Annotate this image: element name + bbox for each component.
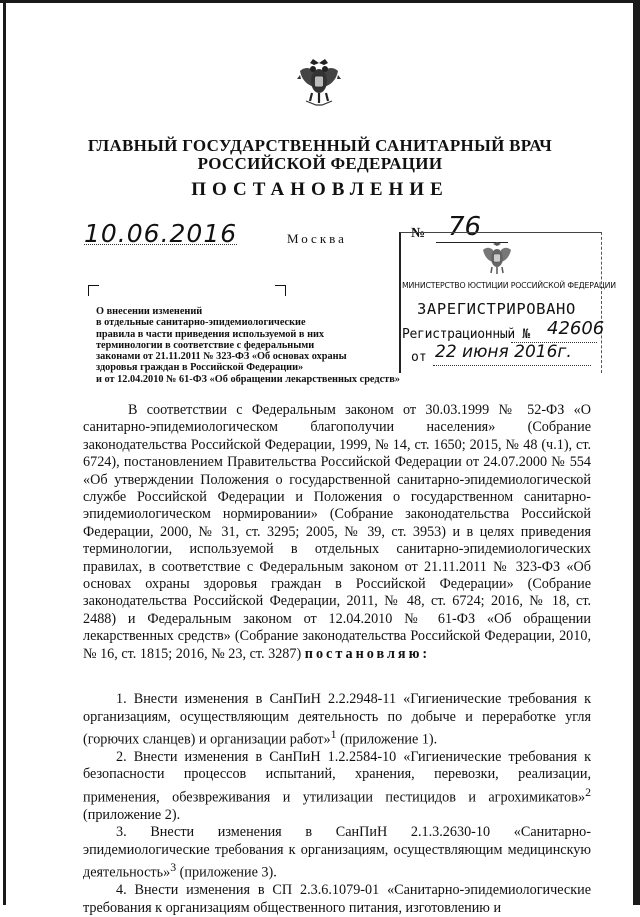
subject-line: О внесении изменений — [96, 306, 203, 317]
stamp-date-underline — [433, 365, 591, 366]
item-4: 4. Внести изменения в СП 2.3.6.1079-01 «Санитарно-эпидемиологические требования к организациям общественного питания, изготовлению и — [83, 882, 591, 916]
preamble-paragraph — [83, 402, 591, 663]
stamp-registration-number: 42606 — [547, 318, 605, 339]
item-1-annex: (приложение 1). — [336, 731, 438, 748]
item-1 — [83, 691, 591, 749]
item-3-footnote-ref: 3 — [170, 860, 177, 875]
item-1-text: 1. Внести изменения в СанПиН 2.2.2948-11 «Гигиенические требования к организациям, осуществляющим деятельность по добыче и переработке угля (горючих сланцев) и организации работ» — [83, 691, 591, 748]
document-date: 10.06.2016 — [84, 219, 238, 248]
document-number-label: № — [411, 226, 426, 241]
document-type-title: ПОСТАНОВЛЕНИЕ — [191, 179, 449, 200]
subject-line: терминологии в соответствие с федеральными — [96, 339, 315, 351]
stamp-registration-number-label: Регистрационный № — [402, 327, 530, 342]
registration-stamp — [399, 232, 616, 372]
item-2 — [83, 749, 591, 824]
decree-word: постановляю: — [304, 645, 431, 662]
subject-line: здоровья граждан в Российской Федерации» — [96, 362, 304, 374]
scan-edge-top — [0, 0, 640, 3]
russian-coat-of-arms-icon — [296, 57, 342, 107]
item-2-annex: (приложение 2). — [83, 807, 181, 823]
item-3-annex: (приложение 3). — [176, 864, 277, 881]
document-city: Москва — [287, 231, 347, 246]
document-body — [83, 402, 591, 917]
item-3-text: 3. Внести изменения в СанПиН 2.1.3.2630-10 «Санитарно-эпидемиологические требования к организациям, осуществляющим медицинскую деятельность» — [83, 824, 591, 881]
authority-title-line1: ГЛАВНЫЙ ГОСУДАРСТВЕННЫЙ САНИТАРНЫЙ ВРАЧ — [87, 136, 553, 155]
subject-corner-left — [88, 285, 99, 296]
stamp-ministry-name: МИНИСТЕРСТВО ЮСТИЦИИ РОССИЙСКОЙ ФЕДЕРАЦИИ — [402, 281, 616, 290]
stamp-emblem-icon — [480, 240, 514, 276]
subject-line: законами от 21.11.2011 № 323-ФЗ «Об основах охраны — [96, 351, 347, 363]
subject-line: в отдельные санитарно-эпидемиологические — [96, 317, 306, 329]
document-subject — [96, 306, 400, 385]
item-3 — [83, 824, 591, 882]
stamp-number-underline — [511, 342, 597, 343]
item-2-text: 2. Внести изменения в СанПиН 1.2.2584-10 «Гигиенические требования к безопасности процессов испытаний, хранения, перевозки, реализации, применения, обезвреживания и утилизации пестицидов и агрохимикатов» — [83, 749, 591, 806]
item-2-footnote-ref: 2 — [585, 784, 591, 799]
stamp-registered-label: ЗАРЕГИСТРИРОВАНО — [417, 300, 576, 318]
subject-line: и от 12.04.2010 № 61-ФЗ «Об обращении лекарственных средств» — [96, 373, 400, 385]
preamble-text: В соответствии с Федеральным законом от 30.03.1999 № 52-ФЗ «О санитарно-эпидемиологическом благополучии населения» (Собрание законодательства Российской Федерации, 1999, № 14, ст. 1650; 2015, № 48 (ч.1), ст. 6724), постановлением Правительства Российской Федерации от 24.07.2000 № 554 «Об утверждении Положения о государственной санитарно-эпидемиологической службе Российской Федерации и Положения о государственном санитарно-эпидемиологическом нормировании» (Собрание законодательства Российской Федерации, 2000, № 31, ст. 3295; 2005, № 39, ст. 3953) и в целях приведения терминологии, используемой в отдельных санитарно-эпидемиологических правилах, в соответствие с Федеральным законом от 21.11.2011 № 323-ФЗ «Об основах охраны здоровья граждан в Российской Федерации» (Собрание законодательства Российской Федерации, 2011, № 48, ст. 6724; 2016, № 18, ст. 2488) и Федеральным законом от 12.04.2010 № 61-ФЗ «Об обращении лекарственных средств» (Собрание законодательства Российской Федерации, 2010, № 16, ст. 1815; 2016, № 23, ст. 3287) — [83, 402, 591, 662]
document-number: 76 — [448, 212, 482, 242]
stamp-date-label: от — [411, 350, 427, 365]
stamp-registration-date: 22 июня 2016г. — [435, 342, 572, 362]
subject-corner-right — [275, 285, 286, 296]
item-1-footnote-ref: 1 — [330, 726, 337, 741]
authority-title-line2: РОССИЙСКОЙ ФЕДЕРАЦИИ — [197, 154, 443, 173]
subject-line: правила в части приведения используемой в них — [96, 328, 325, 340]
